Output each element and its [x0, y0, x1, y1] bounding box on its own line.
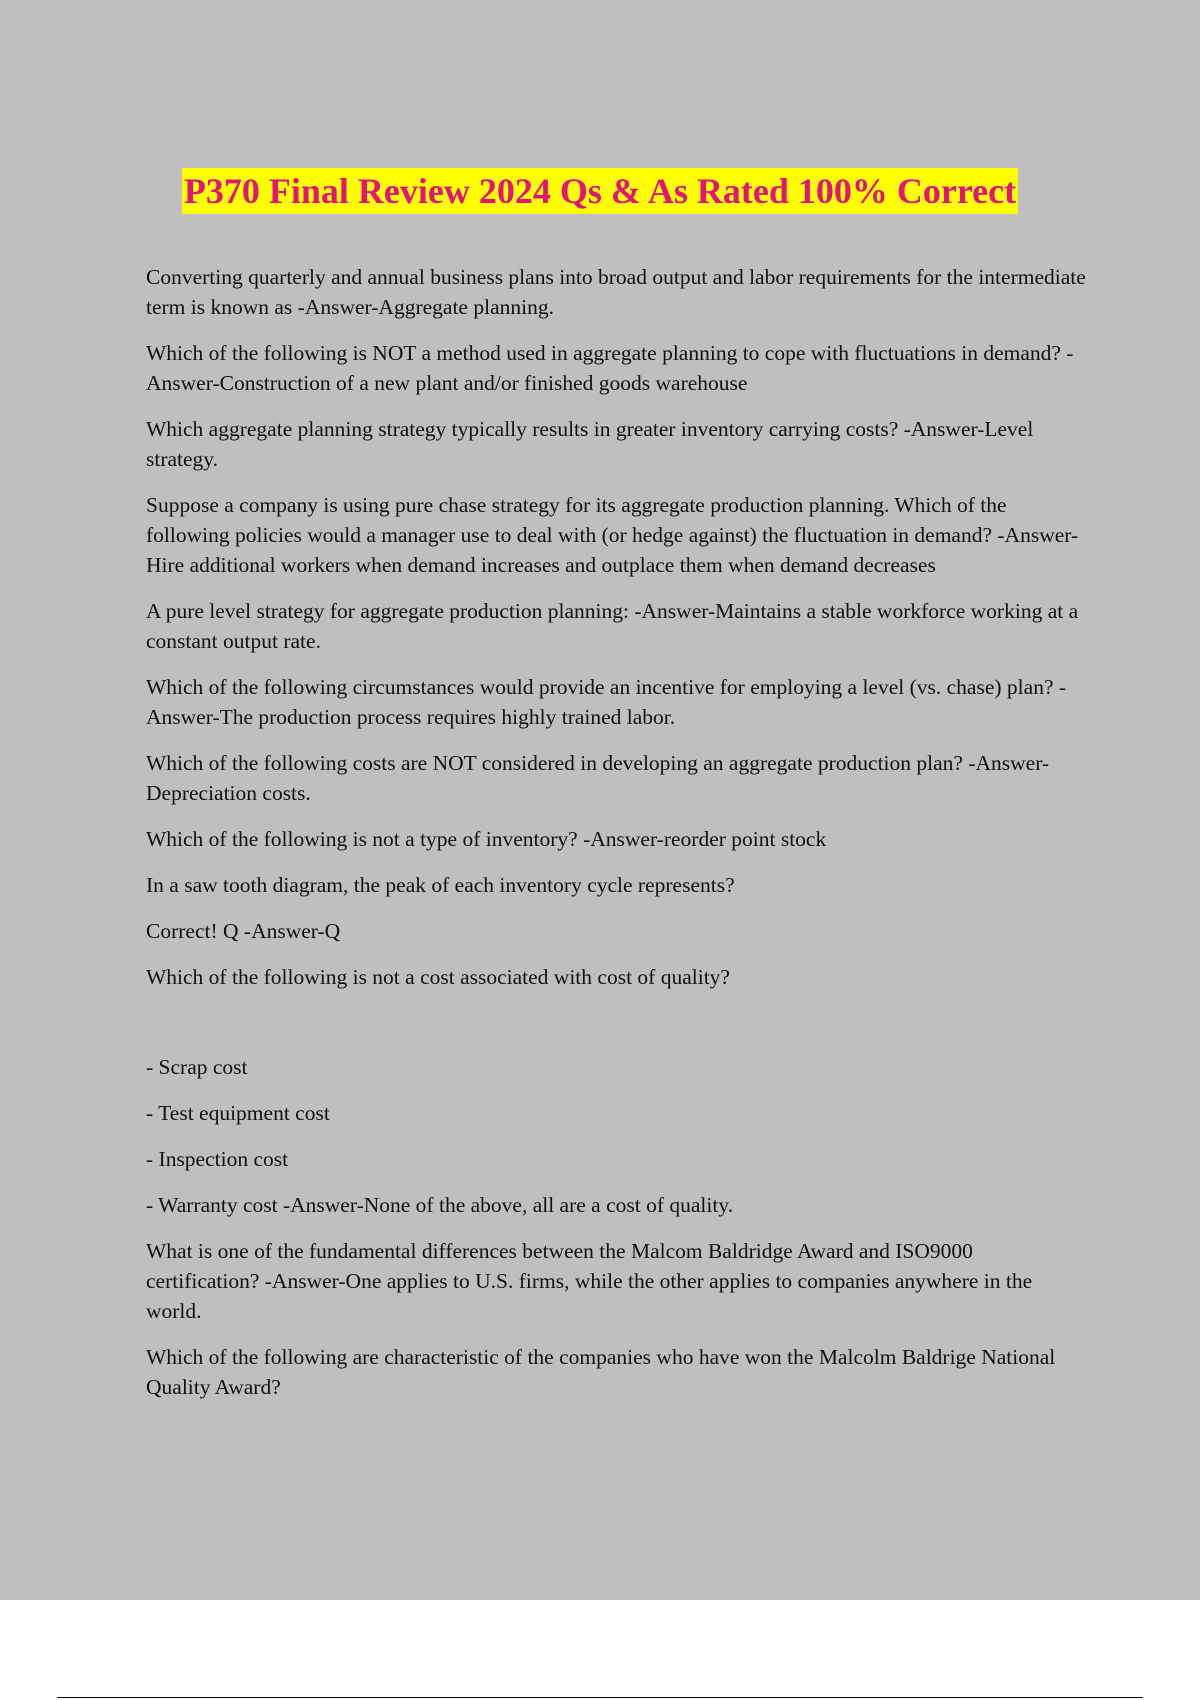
title-container — [0, 168, 1200, 214]
document-title: P370 Final Review 2024 Qs & As Rated 100% Correct — [182, 168, 1018, 214]
option-item: - Scrap cost — [146, 1055, 248, 1079]
paragraph: Which of the following are characteristic of the companies who have won the Malcolm Baldrige National Quality Award? — [146, 1345, 1056, 1399]
paragraph: Converting quarterly and annual business plans into broad output and labor requirements for the intermediate term is known as -Answer-Aggregate planning. — [146, 265, 1086, 319]
paragraph: Which of the following circumstances would provide an incentive for employing a level (vs. chase) plan? -Answer-The production process requires highly trained labor. — [146, 675, 1067, 729]
option-item: - Test equipment cost — [146, 1101, 330, 1125]
paragraph: A pure level strategy for aggregate production planning: -Answer-Maintains a stable workforce working at a constant output rate. — [146, 599, 1079, 653]
paragraph: Suppose a company is using pure chase strategy for its aggregate production planning. Which of the following policies would a manager use to deal with (or hedge against) the fluctuation in demand? -Answer-Hire additional workers when demand increases and outplace them when demand decreases — [146, 493, 1079, 577]
paragraph: Which of the following is not a cost associated with cost of quality? — [146, 965, 730, 989]
blank-space — [146, 1008, 1086, 1052]
footer-divider — [57, 1697, 1143, 1698]
paragraph: Which of the following costs are NOT considered in developing an aggregate production plan? -Answer-Depreciation costs. — [146, 751, 1050, 805]
paragraph: Which aggregate planning strategy typically results in greater inventory carrying costs? -Answer-Level strategy. — [146, 417, 1034, 471]
paragraph: Correct! Q -Answer-Q — [146, 919, 341, 943]
document-body — [146, 262, 1086, 1418]
option-item: - Inspection cost — [146, 1147, 289, 1171]
paragraph: Which of the following is NOT a method used in aggregate planning to cope with fluctuations in demand? -Answer-Construction of a new plant and/or finished goods warehouse — [146, 341, 1074, 395]
paragraph: Which of the following is not a type of inventory? -Answer-reorder point stock — [146, 827, 827, 851]
option-item: - Warranty cost -Answer-None of the above, all are a cost of quality. — [146, 1193, 734, 1217]
paragraph: In a saw tooth diagram, the peak of each inventory cycle represents? — [146, 873, 735, 897]
paragraph: What is one of the fundamental differences between the Malcom Baldridge Award and ISO9000 certification? -Answer-One applies to U.S. firms, while the other applies to companies anywhere in the world. — [146, 1239, 1033, 1323]
